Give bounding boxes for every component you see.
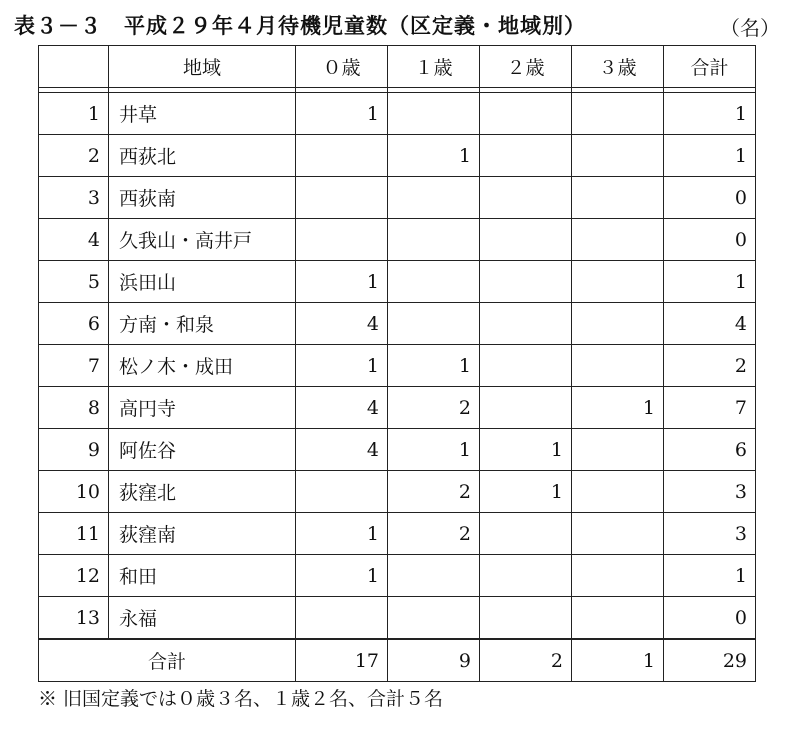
row-age3 (572, 219, 664, 261)
total-row (39, 639, 756, 682)
row-total: 0 (664, 597, 756, 640)
row-age1 (388, 555, 480, 597)
row-age0: 1 (296, 261, 388, 303)
row-number: 6 (39, 303, 109, 345)
total-age2: 2 (480, 639, 572, 682)
header-age2: ２歳 (480, 46, 572, 88)
table-row (39, 345, 756, 387)
row-age0 (296, 177, 388, 219)
row-age3 (572, 135, 664, 177)
table-row (39, 261, 756, 303)
row-total: 4 (664, 303, 756, 345)
table-row (39, 597, 756, 640)
row-age2 (480, 261, 572, 303)
table-title: 表３－３ 平成２９年４月待機児童数（区定義・地域別） (14, 14, 586, 38)
header-no (39, 46, 109, 88)
row-total: 3 (664, 513, 756, 555)
row-number: 13 (39, 597, 109, 640)
row-number: 12 (39, 555, 109, 597)
row-age2 (480, 513, 572, 555)
table-row (39, 471, 756, 513)
row-age2 (480, 93, 572, 135)
row-area: 高円寺 (109, 387, 296, 429)
row-age0: 1 (296, 345, 388, 387)
row-age0: 1 (296, 513, 388, 555)
row-age3: 1 (572, 387, 664, 429)
row-age0: 1 (296, 555, 388, 597)
header-age0: ０歳 (296, 46, 388, 88)
row-total: 0 (664, 177, 756, 219)
row-age0: 4 (296, 429, 388, 471)
row-total: 6 (664, 429, 756, 471)
row-number: 9 (39, 429, 109, 471)
row-age3 (572, 513, 664, 555)
row-area: 西荻北 (109, 135, 296, 177)
row-age2: 1 (480, 429, 572, 471)
row-age1 (388, 177, 480, 219)
row-area: 井草 (109, 93, 296, 135)
row-age1: 1 (388, 429, 480, 471)
row-age1 (388, 597, 480, 640)
total-sum: 29 (664, 639, 756, 682)
row-number: 11 (39, 513, 109, 555)
row-area: 荻窪南 (109, 513, 296, 555)
row-number: 7 (39, 345, 109, 387)
row-age3 (572, 429, 664, 471)
row-total: 3 (664, 471, 756, 513)
row-age2 (480, 555, 572, 597)
table-row (39, 93, 756, 135)
table-row (39, 387, 756, 429)
row-area: 松ノ木・成田 (109, 345, 296, 387)
title-row (8, 4, 792, 44)
row-age2 (480, 345, 572, 387)
row-age2: 1 (480, 471, 572, 513)
row-area: 浜田山 (109, 261, 296, 303)
row-area: 和田 (109, 555, 296, 597)
row-age3 (572, 555, 664, 597)
header-row (39, 46, 756, 88)
table-row (39, 555, 756, 597)
table-row (39, 303, 756, 345)
table-body (39, 93, 756, 640)
row-area: 荻窪北 (109, 471, 296, 513)
row-area: 阿佐谷 (109, 429, 296, 471)
row-age1: 2 (388, 387, 480, 429)
row-total: 1 (664, 261, 756, 303)
row-total: 1 (664, 135, 756, 177)
row-age2 (480, 597, 572, 640)
row-age1: 1 (388, 135, 480, 177)
header-area: 地域 (109, 46, 296, 88)
row-age1: 2 (388, 513, 480, 555)
row-age2 (480, 303, 572, 345)
row-age3 (572, 597, 664, 640)
table-row (39, 177, 756, 219)
row-number: 5 (39, 261, 109, 303)
header-total: 合計 (664, 46, 756, 88)
row-age0: 1 (296, 93, 388, 135)
row-age1 (388, 219, 480, 261)
row-number: 10 (39, 471, 109, 513)
row-age3 (572, 177, 664, 219)
row-age2 (480, 219, 572, 261)
row-total: 7 (664, 387, 756, 429)
row-number: 1 (39, 93, 109, 135)
row-area: 西荻南 (109, 177, 296, 219)
footnote: ※ 旧国定義では０歳３名、１歳２名、合計５名 (38, 688, 444, 710)
row-total: 2 (664, 345, 756, 387)
row-number: 3 (39, 177, 109, 219)
row-age1: 1 (388, 345, 480, 387)
row-number: 8 (39, 387, 109, 429)
row-age1 (388, 303, 480, 345)
row-age3 (572, 345, 664, 387)
row-total: 0 (664, 219, 756, 261)
unit-label: （名） (720, 16, 780, 40)
row-area: 方南・和泉 (109, 303, 296, 345)
header-age1: １歳 (388, 46, 480, 88)
row-age3 (572, 471, 664, 513)
row-age0: 4 (296, 387, 388, 429)
table-row (39, 513, 756, 555)
row-age0 (296, 219, 388, 261)
row-age2 (480, 177, 572, 219)
row-age3 (572, 303, 664, 345)
total-age1: 9 (388, 639, 480, 682)
row-age0 (296, 597, 388, 640)
row-age2 (480, 387, 572, 429)
row-number: 4 (39, 219, 109, 261)
header-age3: ３歳 (572, 46, 664, 88)
row-age0: 4 (296, 303, 388, 345)
row-age3 (572, 93, 664, 135)
row-age3 (572, 261, 664, 303)
row-age0 (296, 135, 388, 177)
total-label: 合計 (39, 639, 296, 682)
row-number: 2 (39, 135, 109, 177)
table-row (39, 429, 756, 471)
row-total: 1 (664, 93, 756, 135)
row-age1: 2 (388, 471, 480, 513)
table-row (39, 219, 756, 261)
row-age1 (388, 93, 480, 135)
row-age2 (480, 135, 572, 177)
row-area: 永福 (109, 597, 296, 640)
total-age0: 17 (296, 639, 388, 682)
waiting-children-table (38, 45, 756, 682)
table-row (39, 135, 756, 177)
total-age3: 1 (572, 639, 664, 682)
row-age1 (388, 261, 480, 303)
row-age0 (296, 471, 388, 513)
row-total: 1 (664, 555, 756, 597)
row-area: 久我山・高井戸 (109, 219, 296, 261)
